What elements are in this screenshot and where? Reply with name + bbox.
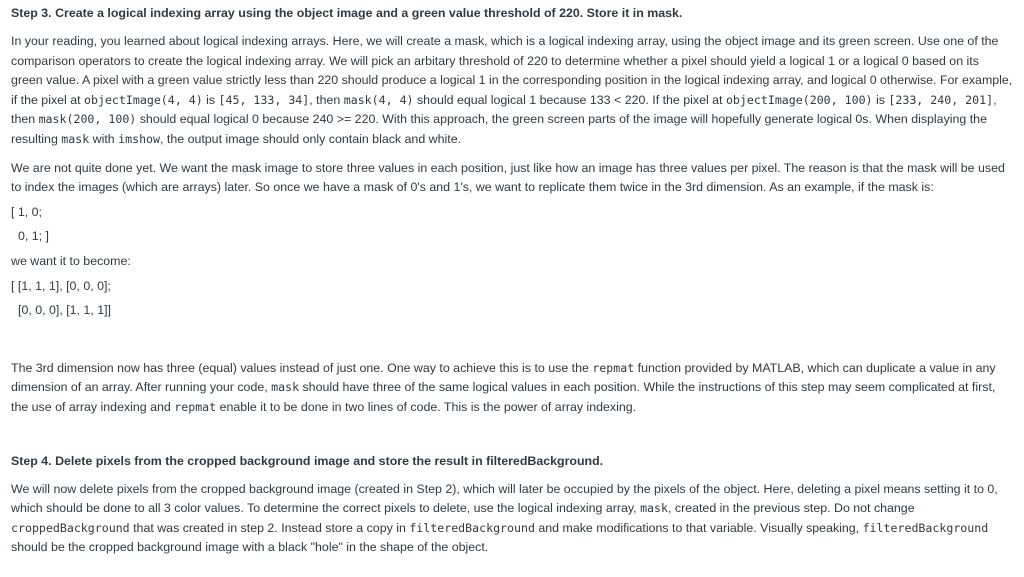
text: that was created in step 2. Instead store a copy in xyxy=(129,520,410,535)
code-mask: mask xyxy=(271,380,300,395)
mask-example-line-2: 0, 1; ] xyxy=(18,229,49,244)
text: , then xyxy=(11,92,997,127)
code-filtered-background: filteredBackground xyxy=(862,520,989,535)
text: The 3rd dimension now has three (equal) values instead of just one. One way to achieve this is to use the xyxy=(11,360,593,375)
code-cropped-background: croppedBackground xyxy=(11,520,130,535)
text: , the output image should only contain black and white. xyxy=(160,131,462,146)
code-object-image-200-100: objectImage(200, 100) xyxy=(725,92,873,107)
text: should equal logical 1 because 133 < 220. If the pixel at xyxy=(413,92,726,107)
code-repmat: repmat xyxy=(592,360,635,375)
mask-result-line-1: [ [1, 1, 1], [0, 0, 0]; xyxy=(11,278,111,293)
code-pixel-value-1: [45, 133, 34] xyxy=(218,92,310,107)
code-mask: mask xyxy=(61,131,90,146)
text: is xyxy=(872,92,889,107)
mask-example-line-1: [ 1, 0; xyxy=(11,204,42,219)
code-imshow: imshow xyxy=(118,131,161,146)
text: and make modifications to that variable. Visually speaking, xyxy=(534,520,863,535)
text: In your reading, you learned about logical indexing arrays. Here, we will create a mask, which is a logical indexing array, using the object image and its green screen. Use one of the comparison operators to create the logical indexing array. We will pick an arbitary threshold of 220 to determine whether a pixel should yield a logical 1 or a logical 0 based on its green value. A pixel with a green value strictly less than 220 should produce a logical 1 in the corresponding position in the logical indexing array, and logical 0 otherwise. For example, if the pixel at xyxy=(11,34,1013,107)
code-mask-200-100: mask(200, 100) xyxy=(38,112,137,127)
step3-heading: Step 3. Create a logical indexing array using the object image and a green value threshold of 220. Store it in mask. xyxy=(11,6,683,20)
text: enable it to be done in two lines of code. This is the power of array indexing. xyxy=(216,399,637,414)
code-repmat: repmat xyxy=(174,399,217,414)
text: , then xyxy=(309,92,344,107)
code-mask-4-4: mask(4, 4) xyxy=(343,92,414,107)
text: is xyxy=(202,92,219,107)
text: function provided by MATLAB, which can duplicate a value in any dimension of an array. After running your code, xyxy=(11,360,996,395)
text: , created in the previous step. Do not change xyxy=(668,501,915,516)
code-object-image-4-4: objectImage(4, 4) xyxy=(84,92,203,107)
code-filtered-background: filteredBackground xyxy=(409,520,535,535)
step3-paragraph-2: We are not quite done yet. We want the mask image to store three values in each position, just like how an image has three values per pixel. The reason is that the mask will be used to index the images (which are arrays) later. So once we have a mask of 0's and 1's, we want to replicate them twice in the 3rd dimension. As an example, if the mask is: xyxy=(11,160,1005,195)
become-label: we want it to become: xyxy=(11,253,131,268)
step3-paragraph-3 xyxy=(11,359,1013,418)
step4-heading: Step 4. Delete pixels from the cropped background image and store the result in filteredBackground. xyxy=(11,453,604,468)
text: We will now delete pixels from the cropped background image (created in Step 2), which will later be occupied by the pixels of the object. Here, deleting a pixel means setting it to 0, which should be done to all 3 color values. To determine the correct pixels to delete, use the logical indexing array, xyxy=(11,481,998,516)
text: should equal logical 0 because 240 >= 220. With this approach, the green screen parts of the image will hopefully generate logical 0s. When displaying the resulting xyxy=(11,112,987,146)
code-mask: mask xyxy=(640,501,668,516)
text: with xyxy=(89,131,119,146)
mask-result-line-2: [0, 0, 0], [1, 1, 1]] xyxy=(18,303,111,318)
code-pixel-value-2: [233, 240, 201] xyxy=(888,92,994,107)
text: should be the cropped background image with a black "hole" in the shape of the object. xyxy=(11,540,489,555)
step3-paragraph-1 xyxy=(11,32,1013,150)
text: should have three of the same logical values in each position. While the instructions of this step may seem complicated at first, the use of array indexing and xyxy=(11,380,996,414)
step4-paragraph-1 xyxy=(11,480,1013,558)
